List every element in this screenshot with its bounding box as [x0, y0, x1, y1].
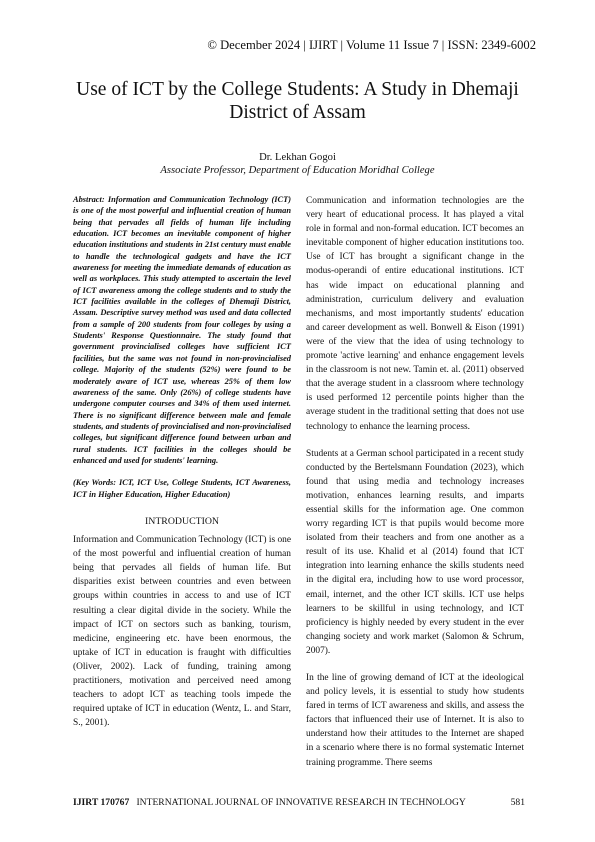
- abstract: Abstract: Information and Communication Technology (ICT) is one of the most powerful and influential creation of human being that pervades all fields of human life including education. ICT becomes an inevitable component of higher education institutions and students in 21st century must enable to handle the technological gadgets and have the ICT awareness for meeting the immediate demands of education as well as workplaces. This study attempted to ascertain the level of ICT awareness among the college students and to study the ICT facilities available in the colleges of Dhemaji District, Assam. Descriptive survey method was used and data collected from a sample of 200 students from four colleges by using a Students' Response Questionnaire. The study found that government provincialised colleges have sufficient ICT facilities, but the same was not found in non-provincialised college. Majority of the students (52%) were found to be moderately aware of ICT use, whereas 25% of them low awareness of the same. Only (26%) of college students have undergone computer courses and 34% of them used internet. There is no significant difference between male and female students, and students of provincialised and non-provincialised colleges, but significant difference found between urban and rural students. ICT facilities in the colleges should be enhanced and used for students' learning.: [73, 195, 291, 465]
- author-name: Dr. Lekhan Gogoi: [259, 152, 336, 163]
- footer-paper-code: IJIRT 170767: [73, 797, 130, 808]
- section-heading-introduction: INTRODUCTION: [144, 515, 219, 527]
- journal-header: © December 2024 | IJIRT | Volume 11 Issue 7 | ISSN: 2349-6002: [207, 38, 536, 52]
- intro-paragraph-1: Information and Communication Technology (ICT) is one of the most powerful and influential creation of human being that pervades all fields of human life. But disparities exist between countries and even between groups within countries in access to and use of ICT resulting a clear digital divide in the society. While the impact of ICT on sectors such as banking, tourism, medicine, engineering etc. have been enormous, the uptake of ICT in education is fraught with difficulties (Oliver, 2002). Lack of funding, training among practitioners, motivation and perceived need among teachers to adopt ICT as teaching tools impede the required uptake of ICT in education (Wentz, L. and Starr, S., 2001).: [73, 535, 291, 729]
- left-column: [73, 194, 291, 730]
- paper-title: Use of ICT by the College Students: A Study in Dhemaji District of Assam: [76, 79, 519, 123]
- page-footer: [73, 797, 525, 808]
- footer-journal-name: INTERNATIONAL JOURNAL OF INNOVATIVE RESEARCH IN TECHNOLOGY: [136, 797, 466, 808]
- page-number: 581: [510, 797, 525, 808]
- intro-paragraph-4: In the line of growing demand of ICT at the ideological and policy levels, it is essential to study how students fared in terms of ICT awareness and skills, and assess the factors that influenced their use of Internet. It is also to understand how their attitudes to the Internet are shaped in a scenario where there is no formal systematic Internet training programme. There seems: [306, 673, 524, 768]
- right-column: [306, 194, 524, 770]
- author-affiliation: Associate Professor, Department of Education Moridhal College: [160, 165, 435, 176]
- intro-paragraph-2: Communication and information technologies are the very heart of educational process. It has played a vital role in formal and non-formal education. ICT becomes an inevitable component of higher education institutions too. Use of ICT has brought a significant change in the modus-operandi of entire educational institutions. ICT has wide impact on educational planning and administration, curriculum delivery and evaluation mechanisms, and most importantly students' education and career development as well. Bonwell & Eison (1991) were of the view that the idea of using technology to promote 'active learning' and enhance engagement levels in the classroom is not new. Tamin et. al. (2011) observed that the average student in a classroom where technology is used performed 12 percentile points higher than the average student in the traditional setting that does not use technology to enhance the learning process.: [306, 196, 524, 432]
- intro-paragraph-3: Students at a German school participated in a recent study conducted by the Bertelsmann Foundation (2023), which found that using media and technology increases motivation, enhances learning results, and imparts essential skills for the information age. One common worry regarding ICT is that pupils would become more isolated from their teachers and from one another as a result of its use. Khalid et al (2014) found that ICT integration into learning enhance the skills students need in the digital era, including how to use word processor, email, internet, and the other ICT skills. ICT use helps learners to be skillful in using technology, and ICT proficiency is highly needed by every student in the ever changing society and work market (Salomon & Schrum, 2007).: [306, 448, 524, 656]
- keywords: (Key Words: ICT, ICT Use, College Students, ICT Awareness, ICT in Higher Education, Higher Education): [73, 478, 291, 499]
